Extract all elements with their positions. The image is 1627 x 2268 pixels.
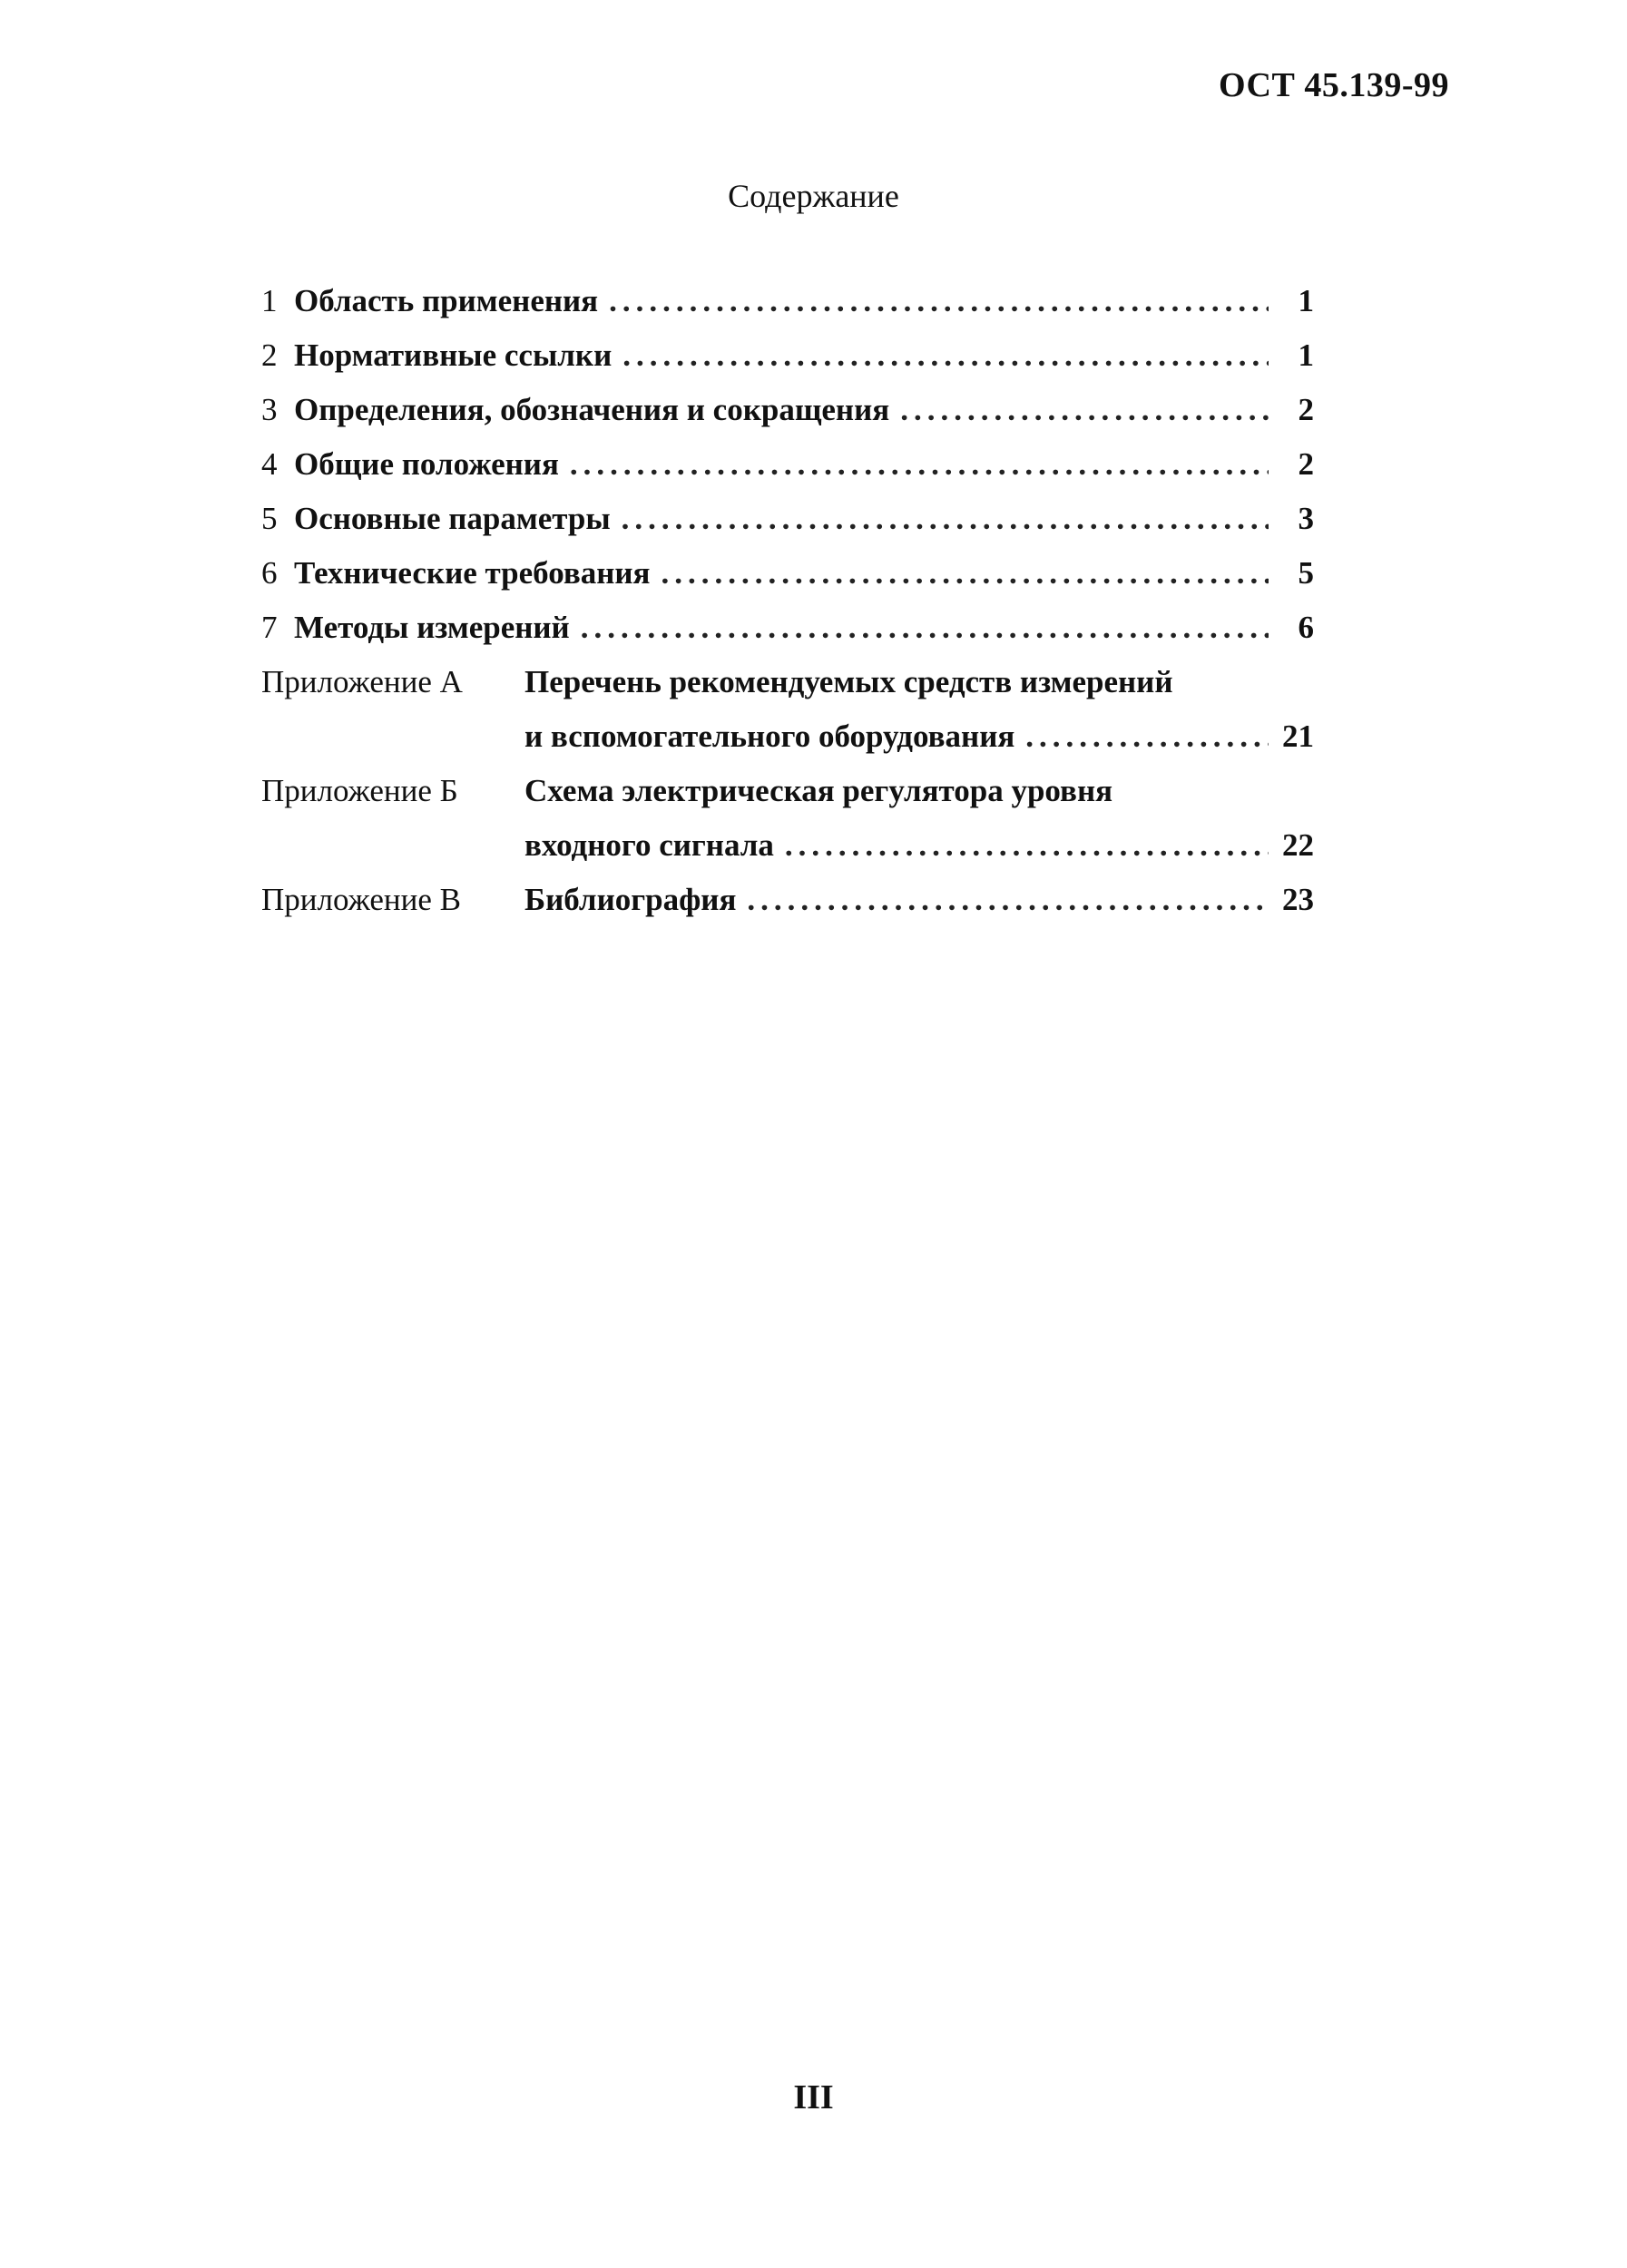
dot-leader xyxy=(622,337,1269,374)
toc-entry-5[interactable] xyxy=(261,501,1314,555)
dot-leader xyxy=(785,827,1269,864)
toc-entry-number: 7 xyxy=(261,610,278,645)
table-of-contents xyxy=(261,283,1314,936)
toc-entry-title: Технические требования xyxy=(294,555,651,591)
dot-leader xyxy=(900,392,1269,428)
toc-appendix-a-cont[interactable] xyxy=(261,719,1314,773)
toc-appendix-b[interactable] xyxy=(261,773,1314,827)
toc-entry-7[interactable] xyxy=(261,610,1314,664)
toc-appendix-a[interactable] xyxy=(261,664,1314,719)
toc-title: Содержание xyxy=(728,178,899,214)
dot-leader xyxy=(622,501,1269,537)
appendix-page: 21 xyxy=(1282,719,1314,754)
toc-entry-title: Определения, обозначения и сокращения xyxy=(294,392,890,427)
appendix-label: Приложение В xyxy=(261,882,461,917)
toc-entry-6[interactable] xyxy=(261,555,1314,610)
dot-leader xyxy=(747,882,1269,918)
toc-entry-page: 1 xyxy=(1298,337,1314,373)
appendix-page: 22 xyxy=(1282,827,1314,863)
appendix-title-line1: Перечень рекомендуемых средств измерений xyxy=(524,664,1173,699)
dot-leader xyxy=(1025,719,1269,755)
toc-entry-number: 5 xyxy=(261,501,278,536)
appendix-title-line1: Библиография xyxy=(524,882,737,917)
dot-leader xyxy=(570,446,1269,483)
toc-entry-2[interactable] xyxy=(261,337,1314,392)
dot-leader xyxy=(581,610,1269,646)
toc-entry-4[interactable] xyxy=(261,446,1314,501)
toc-entry-3[interactable] xyxy=(261,392,1314,446)
dot-leader xyxy=(662,555,1269,591)
toc-entry-title: Основные параметры xyxy=(294,501,611,536)
toc-entry-title: Общие положения xyxy=(294,446,559,482)
dot-leader xyxy=(609,283,1269,319)
appendix-label: Приложение Б xyxy=(261,773,458,808)
toc-entry-number: 1 xyxy=(261,283,278,318)
toc-entry-page: 1 xyxy=(1298,283,1314,318)
page-number: III xyxy=(793,2078,834,2116)
toc-entry-number: 2 xyxy=(261,337,278,373)
toc-appendix-v[interactable] xyxy=(261,882,1314,936)
toc-entry-number: 6 xyxy=(261,555,278,591)
appendix-page: 23 xyxy=(1282,882,1314,917)
toc-entry-title: Область применения xyxy=(294,283,599,318)
toc-appendix-b-cont[interactable] xyxy=(261,827,1314,882)
appendix-title-line2: входного сигнала xyxy=(524,827,774,863)
toc-entry-page: 2 xyxy=(1298,446,1314,482)
document-code: ОСТ 45.139-99 xyxy=(1219,66,1449,104)
toc-entry-title: Методы измерений xyxy=(294,610,570,645)
toc-entry-page: 5 xyxy=(1298,555,1314,591)
toc-entry-number: 4 xyxy=(261,446,278,482)
appendix-title-line1: Схема электрическая регулятора уровня xyxy=(524,773,1113,808)
appendix-label: Приложение А xyxy=(261,664,463,699)
appendix-title-line2: и вспомогательного оборудования xyxy=(524,719,1015,754)
toc-entry-1[interactable] xyxy=(261,283,1314,337)
toc-entry-page: 6 xyxy=(1298,610,1314,645)
toc-entry-title: Нормативные ссылки xyxy=(294,337,613,373)
toc-entry-number: 3 xyxy=(261,392,278,427)
toc-entry-page: 2 xyxy=(1298,392,1314,427)
toc-entry-page: 3 xyxy=(1298,501,1314,536)
